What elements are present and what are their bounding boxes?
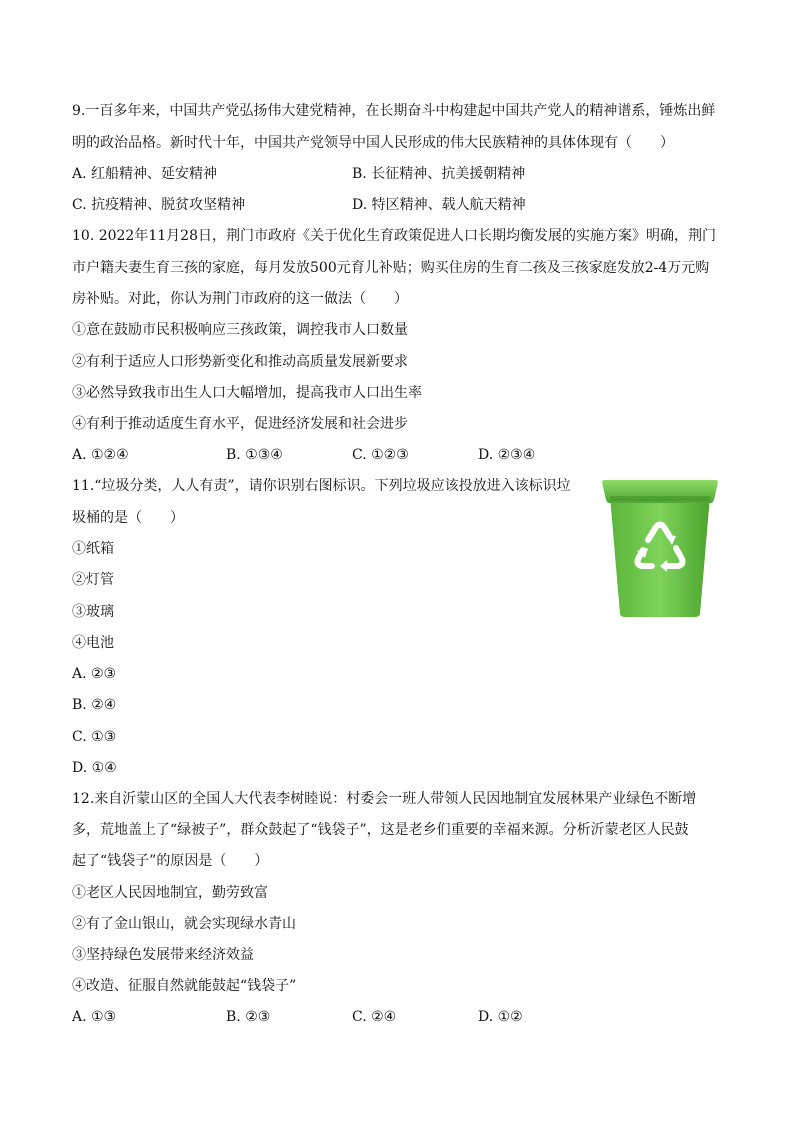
q9-option-d: D. 特区精神、载人航天精神 (352, 197, 526, 213)
q10-stem-line3: 房补贴。对此，你认为荆门市政府的这一做法（ ） (72, 291, 408, 307)
q10-item-2: ②有利于适应人口形势新变化和推动高质量发展新要求 (72, 354, 408, 370)
q11-stem-line2: 圾桶的是（ ） (72, 510, 184, 526)
q10-stem-line2: 市户籍夫妻生育三孩的家庭，每月发放500元育儿补贴；购买住房的生育二孩及三孩家庭发放2-4万元购 (72, 260, 710, 276)
q9-option-c: C. 抗疫精神、脱贫攻坚精神 (72, 197, 246, 213)
q10-item-3: ③必然导致我市出生人口大幅增加，提高我市人口出生率 (72, 385, 422, 401)
q11-option-c: C. ①③ (72, 729, 117, 745)
q10-option-d: D. ②③④ (478, 447, 536, 463)
q10-item-4: ④有利于推动适度生育水平，促进经济发展和社会进步 (72, 416, 408, 432)
q10-stem-line1: 10. 2022年11月28日，荆门市政府《关于优化生育政策促进人口长期均衡发展的实施方案》明确，荆门 (72, 228, 716, 244)
q12-stem-line3: 起了“钱袋子”的原因是（ ） (72, 853, 269, 869)
q10-option-b: B. ①③④ (226, 447, 283, 463)
q11-item-3: ③玻璃 (72, 604, 114, 620)
q9-option-a: A. 红船精神、延安精神 (72, 166, 218, 182)
q11-item-2: ②灯管 (72, 572, 114, 588)
q12-item-4: ④改造、征服自然就能鼓起“钱袋子” (72, 978, 297, 994)
q12-option-b: B. ②③ (226, 1009, 271, 1025)
q11-option-b: B. ②④ (72, 697, 117, 713)
q9-stem-line1: 9.一百多年来，中国共产党弘扬伟大建党精神，在长期奋斗中构建起中国共产党人的精神谱系，锤炼出鲜 (72, 103, 716, 119)
q9-option-b: B. 长征精神、抗美援朝精神 (352, 166, 526, 182)
q12-option-c: C. ②④ (352, 1009, 397, 1025)
q12-option-a: A. ①③ (72, 1009, 117, 1025)
q11-item-4: ④电池 (72, 635, 114, 651)
q11-option-a: A. ②③ (72, 666, 117, 682)
q9-stem-line2: 明的政治品格。新时代十年，中国共产党领导中国人民形成的伟大民族精神的具体体现有（ ） (72, 135, 674, 151)
q12-option-d: D. ①② (478, 1009, 523, 1025)
q10-option-a: A. ①②④ (72, 447, 129, 463)
q11-stem-line1: 11.“垃圾分类，人人有责”，请你识别右图标识。下列垃圾应该投放进入该标识垃 (72, 478, 571, 494)
q11-item-1: ①纸箱 (72, 541, 114, 557)
q12-item-2: ②有了金山银山，就会实现绿水青山 (72, 916, 296, 932)
recycle-bin-icon (596, 478, 724, 618)
q12-stem-line1: 12.来自沂蒙山区的全国人大代表李树睦说：村委会一班人带领人民因地制宜发展林果产业绿色不断增 (72, 791, 697, 807)
q10-item-1: ①意在鼓励市民积极响应三孩政策，调控我市人口数量 (72, 322, 408, 338)
q12-stem-line2: 多，荒地盖上了“绿被子”，群众鼓起了“钱袋子”，这是老乡们重要的幸福来源。分析沂蒙老区人民鼓 (72, 822, 689, 838)
q12-item-1: ①老区人民因地制宜，勤劳致富 (72, 885, 268, 901)
q10-option-c: C. ①②③ (352, 447, 409, 463)
q12-item-3: ③坚持绿色发展带来经济效益 (72, 947, 254, 963)
q11-option-d: D. ①④ (72, 760, 117, 776)
